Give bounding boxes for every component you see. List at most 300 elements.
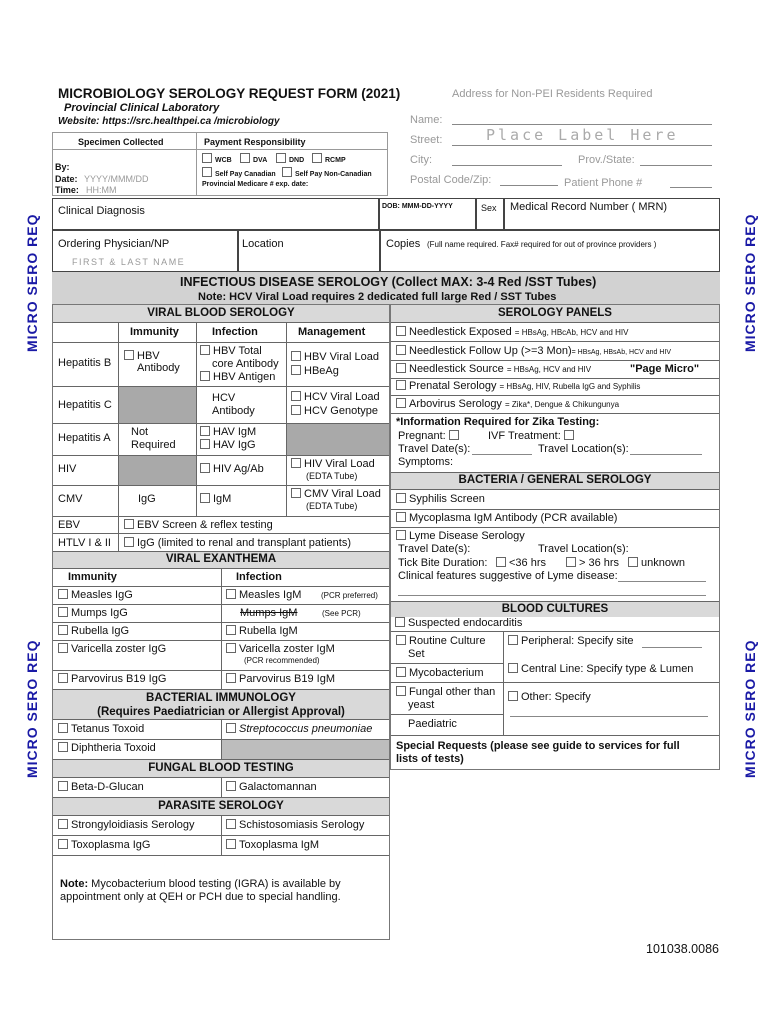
pay-rcmp[interactable] xyxy=(312,153,346,164)
specimen-title: Specimen Collected xyxy=(78,137,164,147)
form-number: 101038.0086 xyxy=(646,942,719,956)
syphilis-checkbox[interactable] xyxy=(396,493,406,503)
tetanus[interactable] xyxy=(58,723,144,735)
hepc-antibody[interactable] xyxy=(212,392,255,418)
see-pcr: (See PCR) xyxy=(322,609,361,618)
side-label-bottom-right: MICRO SERO REQ xyxy=(742,639,758,778)
prov-line[interactable] xyxy=(640,165,712,166)
strongyloidiasis-checkbox[interactable] xyxy=(58,819,68,829)
pay-dnd-label: DND xyxy=(289,157,305,164)
location-box[interactable] xyxy=(238,230,380,272)
ebv-label: EBV xyxy=(58,519,81,531)
specimen-by[interactable]: By: xyxy=(55,162,70,172)
schistosomiasis-checkbox[interactable] xyxy=(226,819,236,829)
pay-wcb-checkbox[interactable] xyxy=(202,153,212,163)
tick-lt36-label: <36 hrs xyxy=(509,557,546,569)
tick-unknown[interactable] xyxy=(628,557,685,569)
hepa-igg-checkbox[interactable] xyxy=(200,439,210,449)
footnote-line1 xyxy=(60,878,341,890)
copies-note: (Full name required. Fax# required for out of province providers ) xyxy=(427,240,657,249)
prenatal[interactable] xyxy=(396,380,640,393)
bacteria-header: BACTERIA / GENERAL SEROLOGY xyxy=(391,472,719,489)
toxo-igg-checkbox[interactable] xyxy=(58,839,68,849)
zika-ivf[interactable] xyxy=(488,430,577,442)
cmv-viral-load-checkbox[interactable] xyxy=(291,488,301,498)
needle-source[interactable] xyxy=(396,363,591,376)
diphtheria[interactable] xyxy=(58,742,156,754)
col-management: Management xyxy=(298,326,366,338)
other-culture-checkbox[interactable] xyxy=(508,691,518,701)
phone-label: Patient Phone # xyxy=(564,177,643,189)
zika-travel-loc: Travel Location(s): xyxy=(538,443,629,455)
zika-ivf-label: IVF Treatment: xyxy=(488,430,561,442)
mycobacterium[interactable] xyxy=(396,667,484,679)
needle-followup[interactable] xyxy=(396,345,671,359)
zika-ivf-checkbox[interactable] xyxy=(564,430,574,440)
ebv-col-line xyxy=(118,516,119,552)
fungal-col-line xyxy=(221,777,222,797)
hepa-not-required-line1: Not xyxy=(131,426,149,438)
prov-label: Prov./State: xyxy=(578,154,635,166)
fungal-culture[interactable] xyxy=(396,686,495,712)
hiv-viral-load-label: HIV Viral Load xyxy=(304,458,375,470)
bacteria-line-2 xyxy=(391,527,719,528)
street-line[interactable] xyxy=(452,145,712,146)
hepb-antigen-checkbox[interactable] xyxy=(200,371,210,381)
needle-exposed-checkbox[interactable] xyxy=(396,326,406,336)
hepb-total-label: HBV Total xyxy=(213,345,262,357)
parasite-bottom-line xyxy=(53,855,389,856)
col-infection: Infection xyxy=(212,326,258,338)
zika-travel-dates: Travel Date(s): xyxy=(398,443,471,455)
central-line-checkbox[interactable] xyxy=(508,663,518,673)
hepa-not-required xyxy=(131,426,176,452)
needle-followup-checkbox[interactable] xyxy=(396,345,406,355)
tick-lt36-checkbox[interactable] xyxy=(496,557,506,567)
routine-culture-label2: Set xyxy=(408,648,425,660)
hepb-viral-load[interactable] xyxy=(291,351,379,363)
schistosomiasis[interactable] xyxy=(226,819,364,831)
blood-bottom-line xyxy=(391,735,719,736)
strep[interactable] xyxy=(226,723,372,735)
measles-igg-checkbox[interactable] xyxy=(58,589,68,599)
exanthema-top-line xyxy=(53,551,389,552)
side-label-top-left: MICRO SERO REQ xyxy=(24,213,40,352)
specimen-time-label: Time: xyxy=(55,185,79,195)
zika-pregnant[interactable] xyxy=(398,430,462,442)
zika-pregnant-checkbox[interactable] xyxy=(449,430,459,440)
tick-gt36-checkbox[interactable] xyxy=(566,557,576,567)
special-requests-line1: Special Requests (please see guide to services for full xyxy=(396,740,680,752)
dob-label: DOB: MMM-DD-YYYY xyxy=(382,203,453,210)
col-immunity: Immunity xyxy=(130,326,179,338)
strep-label: Streptococcus pneumoniae xyxy=(239,723,373,735)
syphilis[interactable] xyxy=(396,493,485,505)
tick-duration: Tick Bite Duration: xyxy=(398,557,488,569)
hepb-total[interactable] xyxy=(200,345,262,357)
pay-wcb-label: WCB xyxy=(215,157,232,164)
beta-glucan[interactable] xyxy=(58,781,144,793)
needle-exposed[interactable] xyxy=(396,326,628,339)
sex-label: Sex xyxy=(481,203,497,213)
lyme-travel-dates: Travel Date(s): xyxy=(398,543,471,555)
tick-gt36[interactable] xyxy=(566,557,619,569)
city-line[interactable] xyxy=(452,165,562,166)
toxo-igm[interactable] xyxy=(226,839,319,851)
footnote-text1: Mycobacterium blood testing (IGRA) is available by xyxy=(91,878,341,890)
pay-self-non-canadian[interactable] xyxy=(282,167,372,178)
routine-culture-label1: Routine Culture xyxy=(409,635,486,647)
parvo-igm-checkbox[interactable] xyxy=(226,673,236,683)
mumps-igg-checkbox[interactable] xyxy=(58,607,68,617)
physician-format: FIRST & LAST NAME xyxy=(72,257,186,267)
bacteria-top-line xyxy=(391,472,719,473)
hepa-not-required-line2: Required xyxy=(131,439,176,451)
parvo-igg-checkbox[interactable] xyxy=(58,673,68,683)
cmv-viral-load[interactable] xyxy=(291,488,381,500)
footnote-line2: appointment only at QEH or PCH due to special handling. xyxy=(60,891,341,903)
panels-line-5 xyxy=(391,413,719,414)
blood-col-line xyxy=(503,631,504,735)
tick-unknown-checkbox[interactable] xyxy=(628,557,638,567)
other-culture-label: Other: Specify xyxy=(521,691,591,703)
cmv-igg[interactable]: IgG xyxy=(138,493,156,505)
parasite-header: PARASITE SEROLOGY xyxy=(53,797,389,815)
pcr-preferred: (PCR preferred) xyxy=(321,591,378,600)
mycobacterium-checkbox[interactable] xyxy=(396,667,406,677)
measles-igg-label: Measles IgG xyxy=(71,589,133,601)
postal-label: Postal Code/Zip: xyxy=(410,174,492,186)
hepc-viral-load[interactable] xyxy=(291,391,380,403)
needle-followup-desc: = HBsAg, HBsAb, HCV and HIV xyxy=(571,349,672,356)
lyme-clinical-line-2[interactable] xyxy=(398,595,706,596)
rubella-igg[interactable] xyxy=(58,625,129,637)
hepb-label: Hepatitis B xyxy=(58,357,112,369)
exanthema-row-line-4 xyxy=(53,640,389,641)
pay-self-canadian-label: Self Pay Canadian xyxy=(215,171,276,178)
special-requests[interactable] xyxy=(396,740,680,766)
website: Website: https://src.healthpei.ca /microbiology xyxy=(58,116,280,127)
hepc-viral-load-checkbox[interactable] xyxy=(291,391,301,401)
galactomannan-checkbox[interactable] xyxy=(226,781,236,791)
infectious-title: INFECTIOUS DISEASE SEROLOGY (Collect MAX: 3-4 Red /SST Tubes) xyxy=(180,275,597,289)
vz-igm-label: Varicella zoster IgM xyxy=(239,643,335,655)
pay-rcmp-label: RCMP xyxy=(325,157,346,164)
htlv-label: HTLV I & II xyxy=(58,537,111,549)
peripheral-checkbox[interactable] xyxy=(508,635,518,645)
rubella-igg-label: Rubella IgG xyxy=(71,625,130,637)
galactomannan-label: Galactomannan xyxy=(239,781,317,793)
rubella-igm-checkbox[interactable] xyxy=(226,625,236,635)
arbovirus-desc: = Zika*, Dengue & Chikungunya xyxy=(505,400,620,409)
specimen-header-line xyxy=(52,149,388,150)
fungal-culture-checkbox[interactable] xyxy=(396,686,406,696)
htlv-igg[interactable] xyxy=(124,537,351,549)
measles-igm-label: Measles IgM xyxy=(239,589,302,601)
galactomannan[interactable] xyxy=(226,781,317,793)
hepa-label: Hepatitis A xyxy=(58,432,111,444)
hepb-total-checkbox[interactable] xyxy=(200,345,210,355)
hepb-heag-label: HBeAg xyxy=(304,365,339,377)
hepc-label: Hepatitis C xyxy=(58,399,112,411)
lyme-clinical-line[interactable] xyxy=(618,581,706,582)
mumps-igg[interactable] xyxy=(58,607,128,619)
fungal-top-line xyxy=(53,759,389,760)
peripheral-line[interactable] xyxy=(642,647,702,648)
endocarditis-label: Suspected endocarditis xyxy=(408,617,523,629)
panels-line-1 xyxy=(391,341,719,342)
paediatric[interactable]: Paediatric xyxy=(408,718,457,730)
ebv-screen-checkbox[interactable] xyxy=(124,519,134,529)
cmv-edta: (EDTA Tube) xyxy=(306,501,358,511)
pcr-recommended: (PCR recommended) xyxy=(244,656,320,665)
hepa-igm-label: HAV IgM xyxy=(213,426,257,438)
vz-igg-checkbox[interactable] xyxy=(58,643,68,653)
endocarditis[interactable] xyxy=(395,617,522,629)
prenatal-label: Prenatal Serology xyxy=(409,380,497,392)
exanthema-col-immunity: Immunity xyxy=(68,571,117,583)
hepc-genotype-checkbox[interactable] xyxy=(291,405,301,415)
panels-line-4 xyxy=(391,395,719,396)
payment-title: Payment Responsibility xyxy=(204,137,306,147)
pay-dnd[interactable] xyxy=(276,153,304,164)
hepb-antigen[interactable] xyxy=(200,371,275,383)
panels-line-3 xyxy=(391,378,719,379)
copies-box[interactable] xyxy=(380,230,720,272)
tick-lt36[interactable] xyxy=(496,557,546,569)
endocarditis-checkbox[interactable] xyxy=(395,617,405,627)
cmv-igm[interactable] xyxy=(200,493,231,505)
copies-label: Copies xyxy=(386,238,421,250)
physician-label: Ordering Physician/NP xyxy=(58,238,170,250)
other-culture-line[interactable] xyxy=(510,716,708,717)
hepa-igm-checkbox[interactable] xyxy=(200,426,210,436)
name-line[interactable] xyxy=(452,124,712,125)
exanthema-header: VIRAL EXANTHEMA xyxy=(53,551,389,568)
bacterial-top-line xyxy=(53,689,389,690)
pay-wcb[interactable] xyxy=(202,153,232,164)
parvo-igm[interactable] xyxy=(226,673,335,685)
zika-travel-dates-line[interactable] xyxy=(472,454,532,455)
hepc-genotype-label: HCV Genotype xyxy=(304,405,378,417)
pay-self-non-canadian-checkbox[interactable] xyxy=(282,167,292,177)
strep-checkbox[interactable] xyxy=(226,723,236,733)
pay-dnd-checkbox[interactable] xyxy=(276,153,286,163)
hiv-immunity-na xyxy=(119,456,196,485)
lyme-label: Lyme Disease Serology xyxy=(409,530,525,542)
diphtheria-checkbox[interactable] xyxy=(58,742,68,752)
rubella-igg-checkbox[interactable] xyxy=(58,625,68,635)
hepc-antibody-line2: Antibody xyxy=(212,405,255,417)
phone-line[interactable] xyxy=(670,187,712,188)
hepb-heag[interactable] xyxy=(291,365,339,377)
lyme-clinical: Clinical features suggestive of Lyme disease: xyxy=(398,570,618,582)
hepb-viral-load-checkbox[interactable] xyxy=(291,351,301,361)
arbovirus[interactable] xyxy=(396,398,619,411)
vz-igm[interactable] xyxy=(226,643,335,655)
fungal-culture-label1: Fungal other than xyxy=(409,686,496,698)
mumps-igm: Mumps IgM xyxy=(240,607,298,619)
exanthema-row-line-2 xyxy=(53,604,389,605)
toxo-igg-label: Toxoplasma IgG xyxy=(71,839,151,851)
beta-glucan-checkbox[interactable] xyxy=(58,781,68,791)
infectious-note: Note: HCV Viral Load requires 2 dedicated full large Red / SST Tubes xyxy=(198,291,557,303)
ebv-screen-label: EBV Screen & reflex testing xyxy=(137,519,273,531)
blood-header: BLOOD CULTURES xyxy=(391,601,719,617)
hepb-core: core Antibody xyxy=(212,358,279,370)
prenatal-desc: = HBsAg, HIV, Rubella IgG and Syphilis xyxy=(499,382,641,391)
pay-self-canadian-checkbox[interactable] xyxy=(202,167,212,177)
place-label-watermark: Place Label Here xyxy=(486,126,679,144)
measles-igm-checkbox[interactable] xyxy=(226,589,236,599)
arbovirus-label: Arbovirus Serology xyxy=(409,398,502,410)
prenatal-checkbox[interactable] xyxy=(396,380,406,390)
pay-dva-checkbox[interactable] xyxy=(240,153,250,163)
lyme-checkbox[interactable] xyxy=(396,530,406,540)
pay-dva[interactable] xyxy=(240,153,267,164)
lab-name: Provincial Clinical Laboratory xyxy=(64,102,220,114)
htlv-igg-label: IgG (limited to renal and transplant patients) xyxy=(137,537,352,549)
bacterial-imm-header xyxy=(53,689,389,719)
bacterial-imm-subtitle: (Requires Paediatrician or Allergist Approval) xyxy=(97,706,345,718)
specimen-time-format[interactable]: HH:MM xyxy=(86,185,117,195)
tetanus-checkbox[interactable] xyxy=(58,723,68,733)
beta-glucan-label: Beta-D-Glucan xyxy=(71,781,144,793)
rubella-igm[interactable] xyxy=(226,625,298,637)
needle-source-label: Needlestick Source xyxy=(409,363,504,375)
viral-col-line-3 xyxy=(286,322,287,516)
zika-travel-loc-line[interactable] xyxy=(630,454,702,455)
needle-source-checkbox[interactable] xyxy=(396,363,406,373)
hepa-igg-label: HAV IgG xyxy=(213,439,256,451)
blood-line-4 xyxy=(391,714,503,715)
clinical-diagnosis-label: Clinical Diagnosis xyxy=(58,205,145,217)
exanthema-col-infection: Infection xyxy=(236,571,282,583)
needle-followup-label: Needlestick Follow Up (>=3 Mon) xyxy=(409,345,572,357)
location-label: Location xyxy=(242,238,284,250)
tick-unknown-label: unknown xyxy=(641,557,686,569)
parasite-top-line xyxy=(53,797,389,798)
zika-symptoms: Symptoms: xyxy=(398,456,454,468)
specimen-date-format[interactable]: YYYY/MMM/DD xyxy=(84,174,149,184)
mycobacterium-label: Mycobacterium xyxy=(409,667,484,679)
side-label-top-right: MICRO SERO REQ xyxy=(742,213,758,352)
special-requests-line2: lists of tests) xyxy=(396,753,464,765)
bacteria-header-line xyxy=(391,489,719,490)
strongyloidiasis[interactable] xyxy=(58,819,195,831)
lyme[interactable] xyxy=(396,530,525,542)
lyme-travel-loc: Travel Location(s): xyxy=(538,543,629,555)
blood-line-3 xyxy=(391,682,719,683)
cmv-viral-load-label: CMV Viral Load xyxy=(304,488,381,500)
form-title: MICROBIOLOGY SEROLOGY REQUEST FORM (2021) xyxy=(58,86,401,101)
hiv-label: HIV xyxy=(58,463,77,475)
routine-culture-checkbox[interactable] xyxy=(396,635,406,645)
hiv-agab-label: HIV Ag/Ab xyxy=(213,463,264,475)
postal-line[interactable] xyxy=(500,185,558,186)
measles-igg[interactable] xyxy=(58,589,133,601)
diphtheria-label: Diphtheria Toxoid xyxy=(71,742,156,754)
routine-culture[interactable] xyxy=(396,635,485,661)
central-line[interactable] xyxy=(508,663,693,675)
strongyloidiasis-label: Strongyloidiasis Serology xyxy=(71,819,195,831)
pay-self-non-canadian-label: Self Pay Non-Canadian xyxy=(295,171,372,178)
pay-medicare[interactable]: Provincial Medicare # exp. date: xyxy=(202,181,309,188)
parvo-igm-label: Parvovirus B19 IgM xyxy=(239,673,335,685)
tetanus-label: Tetanus Toxoid xyxy=(71,723,145,735)
pay-rcmp-checkbox[interactable] xyxy=(312,153,322,163)
mycoplasma-checkbox[interactable] xyxy=(396,512,406,522)
ebv-screen[interactable] xyxy=(124,519,273,531)
tick-gt36-label: > 36 hrs xyxy=(579,557,620,569)
arbovirus-checkbox[interactable] xyxy=(396,398,406,408)
peripheral[interactable] xyxy=(508,635,634,647)
hepb-heag-checkbox[interactable] xyxy=(291,365,301,375)
vz-igg[interactable] xyxy=(58,643,166,655)
schistosomiasis-label: Schistosomiasis Serology xyxy=(239,819,365,831)
cmv-igm-checkbox[interactable] xyxy=(200,493,210,503)
hepb-antigen-label: HBV Antigen xyxy=(213,371,276,383)
bacterial-imm-title: BACTERIAL IMMUNOLOGY xyxy=(146,692,296,704)
viral-row-line-6 xyxy=(53,516,389,517)
other-culture[interactable] xyxy=(508,691,591,703)
viral-row-line-7 xyxy=(53,533,389,534)
htlv-igg-checkbox[interactable] xyxy=(124,537,134,547)
toxo-igg[interactable] xyxy=(58,839,150,851)
parasite-row-line xyxy=(53,835,389,836)
hiv-agab[interactable] xyxy=(200,463,264,475)
measles-igm[interactable] xyxy=(226,589,301,601)
name-label: Name: xyxy=(410,114,443,126)
hepc-genotype[interactable] xyxy=(291,405,378,417)
viral-row-line-4 xyxy=(53,455,389,456)
panels-header: SEROLOGY PANELS xyxy=(391,305,719,322)
mrn-label: Medical Record Number ( MRN) xyxy=(510,201,668,213)
hepa-igm[interactable] xyxy=(200,426,256,438)
hepb-immunity-checkbox[interactable] xyxy=(124,350,134,360)
hiv-viral-load[interactable] xyxy=(291,458,375,470)
hepb-viral-load-label: HBV Viral Load xyxy=(304,351,380,363)
vz-igm-checkbox[interactable] xyxy=(226,643,236,653)
hiv-viral-load-checkbox[interactable] xyxy=(291,458,301,468)
peripheral-label: Peripheral: Specify site xyxy=(521,635,634,647)
mycoplasma[interactable] xyxy=(396,512,617,524)
needle-exposed-label: Needlestick Exposed xyxy=(409,326,512,338)
toxo-igm-checkbox[interactable] xyxy=(226,839,236,849)
hepb-immunity[interactable] xyxy=(124,350,185,374)
specimen-date-label: Date: xyxy=(55,174,78,184)
exanthema-row-line-1 xyxy=(53,586,389,587)
hepc-antibody-line1: HCV xyxy=(212,392,236,404)
viral-row-line-2 xyxy=(53,386,389,387)
bacteria-line-1 xyxy=(391,509,719,510)
hepa-igg[interactable] xyxy=(200,439,256,451)
viral-row-line-5 xyxy=(53,485,389,486)
exanthema-row-line-5 xyxy=(53,670,389,671)
fungal-header: FUNGAL BLOOD TESTING xyxy=(53,759,389,777)
side-label-bottom-left: MICRO SERO REQ xyxy=(24,639,40,778)
zika-title: *Information Required for Zika Testing: xyxy=(396,416,600,428)
city-label: City: xyxy=(410,154,432,166)
pay-self-canadian[interactable] xyxy=(202,167,276,178)
hiv-agab-checkbox[interactable] xyxy=(200,463,210,473)
fungal-culture-label2: yeast xyxy=(408,699,435,711)
mumps-igg-label: Mumps IgG xyxy=(71,607,128,619)
viral-row-line-1 xyxy=(53,342,389,343)
parvo-igg[interactable] xyxy=(58,673,166,685)
viral-blood-header: VIRAL BLOOD SEROLOGY xyxy=(53,305,389,322)
address-note: Address for Non-PEI Residents Required xyxy=(452,88,653,100)
